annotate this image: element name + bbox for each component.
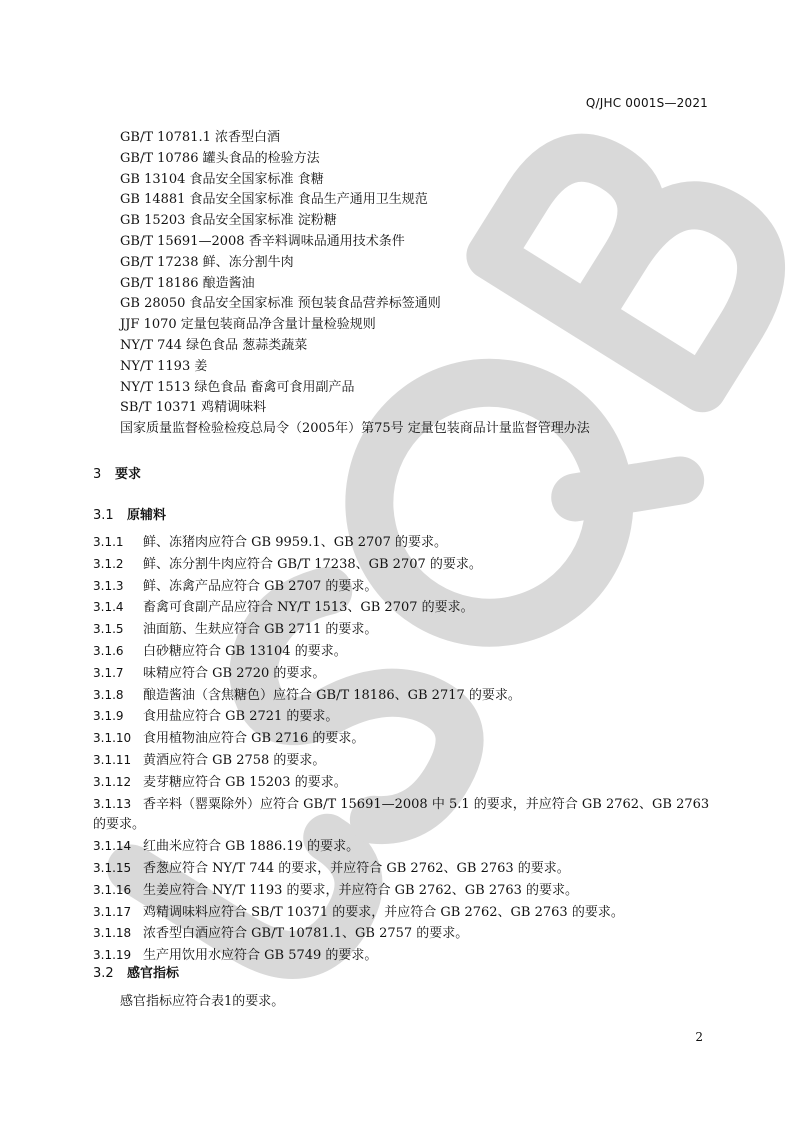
item-text: 麦芽糖应符合 GB 15203 的要求。 [143, 774, 347, 790]
reference-item: GB 28050 食品安全国家标准 预包装食品营养标签通则 [120, 296, 441, 312]
reference-item: NY/T 1513 绿色食品 畜禽可食用副产品 [120, 379, 355, 395]
item-number: 3.1.7 [93, 665, 124, 680]
item-text: 黄酒应符合 GB 2758 的要求。 [143, 752, 326, 768]
requirement-item [93, 619, 705, 641]
requirement-item [93, 923, 705, 945]
item-number: 3.1.18 [93, 926, 132, 941]
reference-item: GB/T 18186 酿造酱油 [120, 275, 255, 291]
section-3-heading [93, 463, 141, 482]
requirement-item [93, 663, 705, 685]
item-text: 酿造酱油（含焦糖色）应符合 GB/T 18186、GB 2717 的要求。 [143, 687, 521, 703]
item-text: 味精应符合 GB 2720 的要求。 [143, 665, 326, 681]
reference-item: GB/T 10786 罐头食品的检验方法 [120, 150, 320, 166]
reference-item: NY/T 744 绿色食品 葱蒜类蔬菜 [120, 337, 308, 353]
requirement-item [93, 836, 705, 858]
item-text: 生产用饮用水应符合 GB 5749 的要求。 [143, 948, 378, 964]
item-number: 3.1.2 [93, 556, 124, 571]
requirement-item [93, 945, 705, 967]
requirement-item [93, 858, 705, 880]
requirement-item [93, 794, 710, 837]
item-number: 3.1.16 [93, 882, 132, 897]
reference-item: SB/T 10371 鸡精调味料 [120, 400, 267, 416]
item-text: 油面筋、生麸应符合 GB 2711 的要求。 [143, 622, 378, 638]
section-number: 3.1 [93, 508, 114, 523]
reference-item: GB 14881 食品安全国家标准 食品生产通用卫生规范 [120, 192, 428, 208]
item-number: 3.1.19 [93, 948, 132, 963]
item-text: 浓香型白酒应符合 GB/T 10781.1、GB 2757 的要求。 [143, 926, 469, 942]
requirement-item [93, 685, 705, 707]
requirement-item [93, 880, 705, 902]
requirement-item [93, 576, 705, 598]
item-text: 鲜、冻禽产品应符合 GB 2707 的要求。 [143, 578, 378, 594]
reference-item: GB/T 15691—2008 香辛料调味品通用技术条件 [120, 233, 405, 249]
item-number: 3.1.1 [93, 535, 124, 549]
requirement-item [93, 728, 705, 750]
reference-item: GB/T 10781.1 浓香型白酒 [120, 130, 281, 145]
requirement-item [93, 554, 705, 576]
reference-item: GB 13104 食品安全国家标准 食糖 [120, 171, 324, 187]
item-number: 3.1.3 [93, 578, 124, 593]
item-text: 鸡精调味料应符合 SB/T 10371 的要求，并应符合 GB 2762、GB 2763 的要求。 [143, 904, 624, 920]
reference-item: GB/T 17238 鲜、冻分割牛肉 [120, 254, 294, 270]
item-number: 3.1.11 [93, 752, 132, 767]
item-number: 3.1.4 [93, 600, 124, 615]
item-number: 3.1.8 [93, 687, 124, 702]
requirement-item [93, 641, 705, 663]
item-text: 红曲米应符合 GB 1886.19 的要求。 [143, 839, 360, 855]
item-number: 3.1.6 [93, 643, 124, 658]
item-number: 3.1.5 [93, 622, 124, 637]
item-number: 3.1.17 [93, 904, 132, 919]
section-title: 要求 [115, 467, 142, 482]
standard-code: Q/JHC 0001S—2021 [585, 96, 708, 110]
item-text: 食用植物油应符合 GB 2716 的要求。 [143, 731, 365, 747]
item-number: 3.1.13 [93, 796, 132, 811]
requirement-item [93, 532, 705, 554]
section-title: 原辅料 [127, 508, 167, 523]
watermark-letter-q-tail [575, 438, 680, 540]
item-number: 3.1.15 [93, 860, 132, 875]
item-text: 香辛料（罂粟除外）应符合 GB/T 15691—2008 中 5.1 的要求，并应符合 GB 2762、GB 2763 [143, 796, 710, 812]
item-text: 生姜应符合 NY/T 1193 的要求，并应符合 GB 2762、GB 2763 的要求。 [143, 882, 579, 898]
item-text-continuation: 的要求。 [93, 817, 146, 833]
requirement-list [93, 532, 710, 967]
reference-item: GB 15203 食品安全国家标准 淀粉糖 [120, 213, 337, 229]
section-3-2-heading [93, 962, 179, 981]
requirement-item [93, 597, 705, 619]
item-number: 3.1.10 [93, 731, 132, 746]
item-text: 鲜、冻猪肉应符合 GB 9959.1、GB 2707 的要求。 [143, 535, 447, 550]
item-text: 食用盐应符合 GB 2721 的要求。 [143, 709, 339, 725]
item-number: 3.1.9 [93, 709, 124, 724]
requirement-item [93, 750, 705, 772]
body-paragraph: 感官指标应符合表1的要求。 [120, 994, 285, 1009]
section-title: 感官指标 [127, 966, 180, 981]
section-3-1-heading [93, 504, 166, 523]
item-text: 畜禽可食副产品应符合 NY/T 1513、GB 2707 的要求。 [143, 600, 474, 616]
item-number: 3.1.12 [93, 774, 132, 789]
reference-list [120, 128, 720, 440]
requirement-item [93, 706, 705, 728]
item-text: 白砂糖应符合 GB 13104 的要求。 [143, 643, 347, 659]
item-number: 3.1.14 [93, 839, 132, 854]
requirement-item [93, 902, 705, 924]
item-text: 鲜、冻分割牛肉应符合 GB/T 17238、GB 2707 的要求。 [143, 556, 482, 572]
requirement-item [93, 772, 705, 794]
page-number: 2 [695, 1030, 703, 1044]
reference-item: NY/T 1193 姜 [120, 358, 208, 374]
section-number: 3.2 [93, 966, 114, 981]
item-text: 香葱应符合 NY/T 744 的要求，并应符合 GB 2762、GB 2763 的要求。 [143, 860, 570, 876]
section-number: 3 [93, 467, 102, 482]
reference-item: JJF 1070 定量包装商品净含量计量检验规则 [120, 317, 376, 333]
reference-item: 国家质量监督检验检疫总局令（2005年）第75号 定量包装商品计量监督管理办法 [120, 421, 590, 437]
